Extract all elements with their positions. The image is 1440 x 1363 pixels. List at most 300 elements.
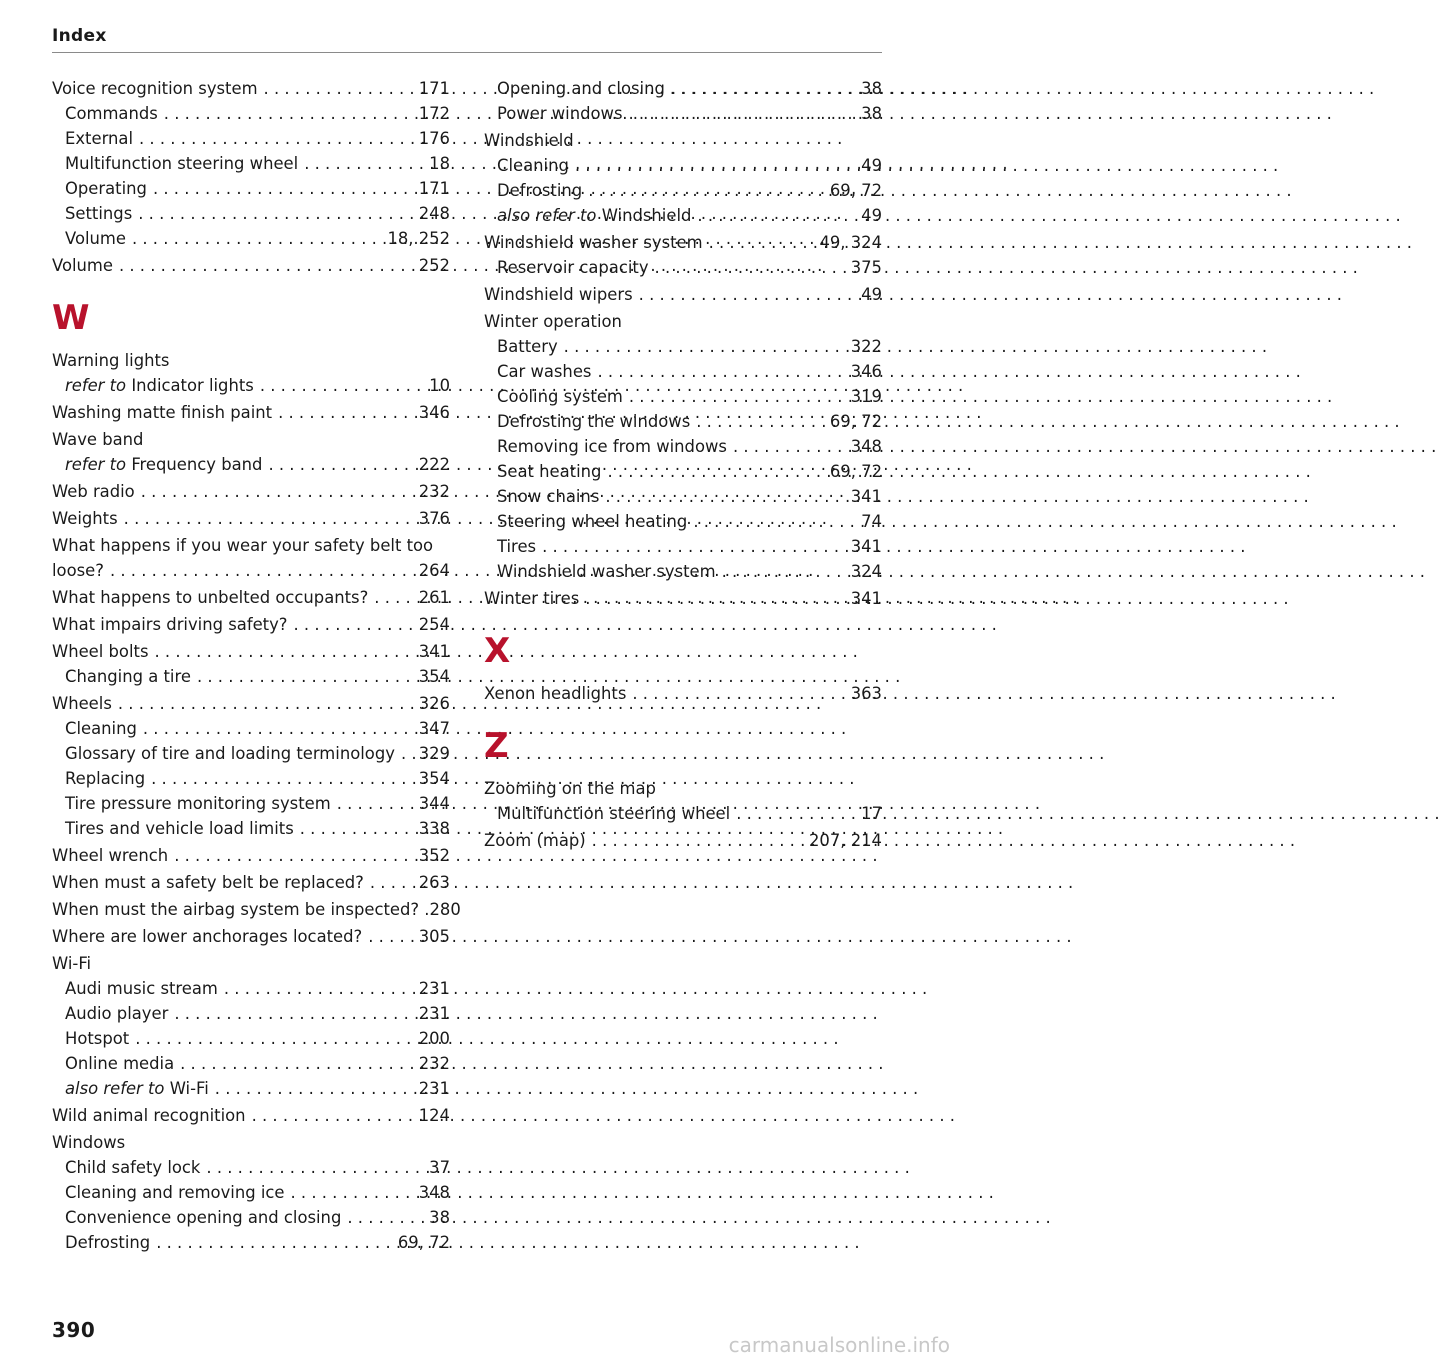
entry-label: [65, 1205, 341, 1230]
dot-leader: [206, 1155, 423, 1180]
entry-term: Washing matte finish paint: [52, 403, 273, 422]
dot-leader: [632, 681, 844, 706]
entry-page-ref[interactable]: 319: [850, 387, 882, 406]
entry-page-ref[interactable]: 38: [861, 104, 882, 123]
entry-page-ref[interactable]: 10: [429, 376, 450, 395]
entry-page-ref[interactable]: 352: [418, 846, 450, 865]
index-subentry[interactable]: [52, 766, 450, 791]
index-subentry[interactable]: [484, 255, 882, 280]
entry-term: Settings: [65, 204, 133, 223]
dot-leader: [180, 1051, 413, 1076]
entry-page-ref[interactable]: 49, 324: [819, 233, 882, 252]
dot-leader: [132, 226, 381, 251]
entry-term: Tires: [497, 537, 537, 556]
dot-leader: [304, 151, 423, 176]
index-subentry[interactable]: [52, 226, 450, 251]
entry-label: [497, 409, 690, 434]
entry-label: [65, 816, 294, 841]
index-subentry[interactable]: [52, 741, 450, 766]
dot-leader: [564, 334, 845, 359]
index-subentry[interactable]: [52, 101, 450, 126]
entry-label: [484, 282, 633, 307]
entry-page-ref[interactable]: 347: [418, 719, 450, 738]
index-entry[interactable]: [52, 253, 450, 278]
entry-term: Tire pressure monitoring system: [65, 794, 331, 813]
dot-leader: [374, 585, 412, 610]
dot-leader: [368, 924, 412, 949]
entry-page-ref[interactable]: 263: [418, 873, 450, 892]
index-subentry[interactable]: [484, 76, 882, 101]
index-entry[interactable]: [484, 681, 882, 706]
index-entry[interactable]: [52, 585, 450, 610]
entry-term: Battery: [497, 337, 558, 356]
index-entry[interactable]: [484, 586, 882, 611]
entry-label: [497, 534, 536, 559]
index-column-left: [52, 76, 461, 1255]
entry-reference-prefix: also refer to: [497, 206, 597, 225]
entry-page-ref[interactable]: 74: [861, 512, 882, 531]
index-subentry[interactable]: [484, 384, 882, 409]
entry-label: [65, 151, 298, 176]
dot-leader: [141, 479, 413, 504]
entry-term: Steering wheel heating: [497, 512, 688, 531]
entry-page-ref[interactable]: 338: [418, 819, 450, 838]
entry-label: [65, 176, 147, 201]
entry-page-ref[interactable]: 326: [418, 694, 450, 713]
entry-page-ref[interactable]: 348: [850, 437, 882, 456]
index-heading: What happens if you wear your safety belt too: [52, 536, 434, 555]
entry-page-ref[interactable]: 176: [418, 129, 450, 148]
dot-leader: [696, 409, 824, 434]
entry-page-ref[interactable]: 322: [850, 337, 882, 356]
entry-page-ref[interactable]: 49: [861, 206, 882, 225]
entry-label: [497, 203, 691, 228]
index-subentry[interactable]: [52, 716, 450, 741]
index-heading: Winter operation: [484, 312, 622, 331]
dot-leader: [639, 282, 855, 307]
entry-label: [52, 76, 258, 101]
entry-label: [52, 924, 362, 949]
entry-term: Xenon headlights: [484, 684, 627, 703]
entry-term: Audi music stream: [65, 979, 218, 998]
index-subentry[interactable]: [52, 1051, 450, 1076]
entry-term: Removing ice from windows: [497, 437, 727, 456]
index-subentry[interactable]: [484, 203, 882, 228]
index-entry[interactable]: [52, 400, 450, 425]
entry-page-ref[interactable]: 231: [418, 979, 450, 998]
entry-page-ref[interactable]: 348: [418, 1183, 450, 1202]
entry-term: Wheels: [52, 694, 112, 713]
entry-page-ref[interactable]: 254: [418, 615, 450, 634]
entry-page-ref[interactable]: 69, 72: [829, 412, 882, 431]
entry-page-ref[interactable]: 69, 72: [829, 462, 882, 481]
index-subentry[interactable]: [484, 559, 882, 584]
dot-leader: [174, 1001, 412, 1026]
index-heading: Wi-Fi: [52, 954, 92, 973]
entry-term: Snow chains: [497, 487, 600, 506]
entry-page-ref[interactable]: 38: [429, 1208, 450, 1227]
entry-term: Hotspot: [65, 1029, 130, 1048]
dot-leader: [736, 801, 855, 826]
entry-label: [52, 612, 288, 637]
index-entry[interactable]: [52, 870, 450, 895]
index-entry[interactable]: [484, 282, 882, 307]
entry-label: [497, 801, 730, 826]
index-subentry[interactable]: [484, 409, 882, 434]
index-subentry[interactable]: [484, 534, 882, 559]
index-entry[interactable]: [52, 558, 450, 583]
entry-page-ref[interactable]: 200: [418, 1029, 450, 1048]
entry-label: [65, 1001, 168, 1026]
entry-label: [484, 230, 703, 255]
dot-leader: [143, 716, 413, 741]
entry-term: Windshield washer system: [484, 233, 703, 252]
entry-page-ref[interactable]: 344: [418, 794, 450, 813]
dot-leader: [154, 639, 412, 664]
index-subentry[interactable]: [484, 101, 882, 126]
entry-label: [497, 359, 591, 384]
entry-page-ref[interactable]: 264: [418, 561, 450, 580]
index-subentry[interactable]: [52, 126, 450, 151]
entry-label: [65, 766, 145, 791]
dot-leader: [252, 1103, 413, 1128]
dot-leader: [224, 976, 413, 1001]
dot-leader: [119, 253, 413, 278]
dot-leader: [585, 586, 844, 611]
dot-leader: [215, 1076, 413, 1101]
entry-page-ref[interactable]: 232: [418, 482, 450, 501]
entry-label: [65, 1051, 174, 1076]
entry-term: Where are lower anchorages located?: [52, 927, 363, 946]
entry-term: External: [65, 129, 134, 148]
dot-leader: [197, 664, 413, 689]
index-subentry[interactable]: [484, 359, 882, 384]
dot-leader: [300, 816, 413, 841]
dot-leader: [347, 1205, 423, 1230]
entry-term: Windshield wipers: [484, 285, 633, 304]
entry-term: Replacing: [65, 769, 146, 788]
index-subentry[interactable]: [484, 178, 882, 203]
entry-label: [65, 716, 137, 741]
dot-leader: [118, 691, 413, 716]
section-letter: X: [484, 631, 511, 671]
entry-label: [497, 334, 558, 359]
entry-label: [65, 664, 191, 689]
entry-reference-prefix: also refer to: [65, 1079, 165, 1098]
index-heading: Windshield: [484, 131, 574, 150]
index-entry[interactable]: [52, 691, 450, 716]
index-heading: Zooming on the map: [484, 779, 656, 798]
dot-leader: [709, 230, 814, 255]
index-subentry[interactable]: [52, 1230, 450, 1255]
entry-term: When must a safety belt be replaced?: [52, 873, 364, 892]
index-subentry[interactable]: [52, 151, 450, 176]
dot-leader: [260, 373, 423, 398]
entry-term: Windshield: [601, 206, 692, 225]
entry-term: Operating: [65, 179, 147, 198]
dot-leader: [290, 1180, 412, 1205]
entry-term: Glossary of tire and loading terminology: [65, 744, 395, 763]
entry-label: [65, 1076, 209, 1101]
entry-term: Cleaning and removing ice: [65, 1183, 285, 1202]
entry-term: Wi-Fi: [169, 1079, 209, 1098]
entry-label: [65, 126, 133, 151]
entry-page-ref[interactable]: 248: [418, 204, 450, 223]
dot-leader: [174, 843, 413, 868]
entry-page-ref[interactable]: 124: [418, 1106, 450, 1125]
entry-label: [497, 76, 665, 101]
dot-leader: [607, 459, 823, 484]
entry-label: [52, 585, 368, 610]
entry-term: Audio player: [65, 1004, 169, 1023]
entry-page-ref[interactable]: 171: [418, 79, 450, 98]
index-subentry[interactable]: [484, 801, 882, 826]
entry-term: Multifunction steering wheel: [65, 154, 299, 173]
entry-label: [65, 1180, 284, 1205]
page-number: 390: [52, 1318, 96, 1342]
index-subentry[interactable]: [52, 1180, 450, 1205]
entry-page-ref[interactable]: 261: [418, 588, 450, 607]
dot-leader: [597, 359, 844, 384]
entry-term: Cleaning: [497, 156, 569, 175]
entry-label: [65, 741, 395, 766]
dot-leader: [588, 178, 824, 203]
entry-label: [52, 558, 104, 583]
entry-term: Changing a tire: [65, 667, 191, 686]
entry-label: [497, 459, 601, 484]
index-entry[interactable]: [52, 924, 450, 949]
index-subentry[interactable]: [52, 664, 450, 689]
entry-term: Web radio: [52, 482, 135, 501]
entry-page-ref[interactable]: 18, 252: [387, 229, 450, 248]
entry-page-ref[interactable]: 376: [418, 509, 450, 528]
dot-leader: [294, 612, 413, 637]
dot-leader: [153, 176, 413, 201]
index-entry[interactable]: [52, 1103, 450, 1128]
entry-page-ref[interactable]: 341: [850, 537, 882, 556]
entry-label: [52, 253, 113, 278]
dot-leader: [164, 101, 413, 126]
index-subentry[interactable]: [52, 816, 450, 841]
entry-label: [497, 255, 649, 280]
entry-page-ref[interactable]: 252: [418, 256, 450, 275]
entry-term: Defrosting: [497, 181, 583, 200]
index-heading: Warning lights: [52, 351, 170, 370]
index-entry[interactable]: [52, 612, 450, 637]
dot-leader: [575, 153, 855, 178]
entry-label: [52, 479, 135, 504]
entry-page-ref[interactable]: 38: [861, 79, 882, 98]
entry-page-ref[interactable]: 37: [429, 1158, 450, 1177]
dot-leader: [110, 558, 413, 583]
entry-term: Online media: [65, 1054, 175, 1073]
entry-term: Tires and vehicle load limits: [65, 819, 294, 838]
entry-term: Cooling system: [497, 387, 623, 406]
entry-page-ref[interactable]: 354: [418, 667, 450, 686]
entry-page-ref[interactable]: 329: [418, 744, 450, 763]
entry-page-ref[interactable]: 171: [418, 179, 450, 198]
entry-label: [497, 434, 727, 459]
entry-page-ref[interactable]: 69, 72: [397, 1233, 450, 1252]
dot-leader: [605, 484, 844, 509]
section-letter: Z: [484, 726, 509, 766]
index-subentry[interactable]: [52, 1155, 450, 1180]
dot-leader: [592, 828, 803, 853]
entry-term: Volume: [52, 256, 113, 275]
entry-page-ref[interactable]: 354: [418, 769, 450, 788]
entry-page-ref[interactable]: 341: [850, 487, 882, 506]
index-subentry[interactable]: [52, 1026, 450, 1051]
dot-leader: [138, 201, 412, 226]
entry-page-ref[interactable]: 17: [861, 804, 882, 823]
entry-term: Opening and closing: [497, 79, 665, 98]
entry-term: Defrosting the windows: [497, 412, 691, 431]
dot-leader: [733, 434, 845, 459]
dot-leader: [542, 534, 845, 559]
entry-term: Voice recognition system: [52, 79, 258, 98]
index-subentry[interactable]: [484, 434, 882, 459]
index-column-right: [484, 76, 882, 853]
entry-page-ref[interactable]: 375: [850, 258, 882, 277]
index-entry[interactable]: [484, 828, 882, 853]
index-subentry[interactable]: [52, 1076, 450, 1101]
index-heading: Wave band: [52, 430, 144, 449]
index-subentry[interactable]: [52, 176, 450, 201]
entry-label: [65, 1230, 150, 1255]
dot-leader: [264, 76, 413, 101]
entry-label: [52, 1103, 246, 1128]
dot-leader: [268, 452, 412, 477]
index-entry[interactable]: [52, 897, 461, 922]
dot-leader: [278, 400, 413, 425]
entry-label: [497, 101, 623, 126]
entry-term: Windshield washer system: [497, 562, 716, 581]
dot-leader: [629, 101, 856, 126]
entry-label: [52, 400, 272, 425]
entry-term: Power windows: [497, 104, 623, 123]
dot-leader: [693, 509, 855, 534]
index-entry[interactable]: [52, 639, 450, 664]
entry-page-ref[interactable]: 172: [418, 104, 450, 123]
entry-page-ref[interactable]: 49: [861, 285, 882, 304]
entry-page-ref[interactable]: 341: [418, 642, 450, 661]
entry-page-ref[interactable]: 207, 214: [809, 831, 882, 850]
index-entry[interactable]: [52, 479, 450, 504]
entry-label: [65, 452, 262, 477]
dot-leader: [139, 126, 413, 151]
index-subentry[interactable]: [484, 334, 882, 359]
entry-label: [52, 843, 168, 868]
entry-label: [65, 791, 331, 816]
entry-label: [65, 201, 132, 226]
entry-page-ref[interactable]: 363: [850, 684, 882, 703]
entry-term: Seat heating: [497, 462, 602, 481]
entry-term: Frequency band: [131, 455, 263, 474]
index-subentry[interactable]: [52, 1001, 450, 1026]
entry-label: [484, 586, 579, 611]
entry-term: Reservoir capacity: [497, 258, 649, 277]
section-letter: W: [52, 298, 90, 338]
entry-term: Convenience opening and closing: [65, 1208, 342, 1227]
entry-page-ref[interactable]: 346: [418, 403, 450, 422]
entry-page-ref[interactable]: 231: [418, 1079, 450, 1098]
dot-leader: [135, 1026, 413, 1051]
entry-label: [52, 506, 118, 531]
entry-term: Volume: [65, 229, 126, 248]
dot-leader: [401, 741, 413, 766]
index-entry[interactable]: [52, 76, 450, 101]
index-subentry[interactable]: [52, 452, 450, 477]
page-title: Index: [52, 26, 107, 46]
entry-term: Indicator lights: [131, 376, 254, 395]
index-heading: Windows: [52, 1133, 126, 1152]
watermark-text: carmanualsonline.info: [728, 1333, 950, 1357]
dot-leader: [337, 791, 413, 816]
dot-leader: [156, 1230, 392, 1255]
entry-term: Wheel bolts: [52, 642, 149, 661]
index-entry[interactable]: [52, 843, 450, 868]
entry-page-ref[interactable]: 69, 72: [829, 181, 882, 200]
entry-label: [484, 681, 626, 706]
entry-term: Wild animal recognition: [52, 1106, 246, 1125]
entry-page-ref[interactable]: 324: [850, 562, 882, 581]
entry-term: Wheel wrench: [52, 846, 169, 865]
entry-page-ref[interactable]: 232: [418, 1054, 450, 1073]
index-subentry[interactable]: [484, 509, 882, 534]
index-subentry[interactable]: [52, 373, 450, 398]
entry-term: Cleaning: [65, 719, 137, 738]
index-entry[interactable]: [484, 230, 882, 255]
index-subentry[interactable]: [484, 459, 882, 484]
entry-label: [52, 870, 364, 895]
entry-term: Weights: [52, 509, 118, 528]
entry-label: [497, 178, 582, 203]
entry-term: Commands: [65, 104, 158, 123]
entry-page-ref[interactable]: 222: [418, 455, 450, 474]
entry-page-ref[interactable]: 18: [429, 154, 450, 173]
entry-label: [65, 101, 158, 126]
index-subentry[interactable]: [52, 791, 450, 816]
entry-term: What happens to unbelted occupants?: [52, 588, 369, 607]
entry-label: [65, 1026, 129, 1051]
index-subentry[interactable]: [484, 153, 882, 178]
index-entry[interactable]: [52, 506, 450, 531]
index-subentry[interactable]: [52, 1205, 450, 1230]
index-subentry[interactable]: [484, 484, 882, 509]
entry-label: [497, 484, 599, 509]
index-subentry[interactable]: [52, 976, 450, 1001]
entry-page-ref[interactable]: 280: [429, 900, 461, 919]
entry-term: Zoom (map): [484, 831, 586, 850]
index-subentry[interactable]: [52, 201, 450, 226]
entry-page-ref[interactable]: 341: [850, 589, 882, 608]
entry-term: Car washes: [497, 362, 592, 381]
entry-label: [52, 691, 112, 716]
dot-leader: [370, 870, 413, 895]
entry-reference-prefix: refer to: [65, 455, 127, 474]
entry-label: [497, 559, 716, 584]
entry-page-ref[interactable]: 346: [850, 362, 882, 381]
entry-label: [52, 639, 148, 664]
entry-term: Child safety lock: [65, 1158, 201, 1177]
entry-label: [497, 509, 687, 534]
entry-page-ref[interactable]: 305: [418, 927, 450, 946]
page-header: [52, 24, 882, 53]
entry-page-ref[interactable]: 231: [418, 1004, 450, 1023]
entry-page-ref[interactable]: 49: [861, 156, 882, 175]
dot-leader: [151, 766, 413, 791]
entry-label: [65, 373, 254, 398]
